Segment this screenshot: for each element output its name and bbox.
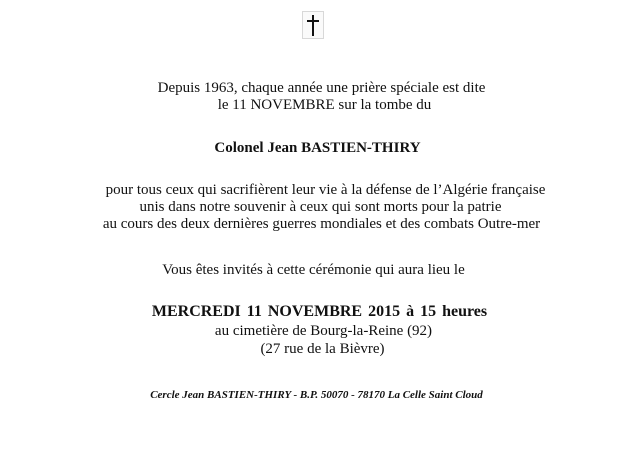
event-place: au cimetière de Bourg-la-Reine (92) xyxy=(214,323,433,339)
intro-line-1: Depuis 1963, chaque année une prière spéciale est dite xyxy=(157,80,486,96)
intro-line-2: le 11 NOVEMBRE sur la tombe du xyxy=(217,97,432,113)
event-address: (27 rue de la Bièvre) xyxy=(260,341,385,357)
dedication-line-1: pour tous ceux qui sacrifièrent leur vie à la défense de l’Algérie française xyxy=(105,182,546,198)
latin-cross-icon xyxy=(302,11,324,39)
organizer-footer: Cercle Jean BASTIEN-THIRY - B.P. 50070 - 78170 La Celle Saint Cloud xyxy=(150,389,483,401)
invitation-text: Vous êtes invités à cette cérémonie qui aura lieu le xyxy=(162,262,465,278)
event-date-time: MERCREDI 11 NOVEMBRE 2015 à 15 heures xyxy=(151,303,488,320)
latin-cross-icon-graphic xyxy=(303,12,323,38)
dedication-line-3: au cours des deux dernières guerres mondiales et des combats Outre-mer xyxy=(102,216,541,232)
honoree-name: Colonel Jean BASTIEN-THIRY xyxy=(214,140,421,156)
dedication-line-2: unis dans notre souvenir à ceux qui sont morts pour la patrie xyxy=(139,199,502,215)
